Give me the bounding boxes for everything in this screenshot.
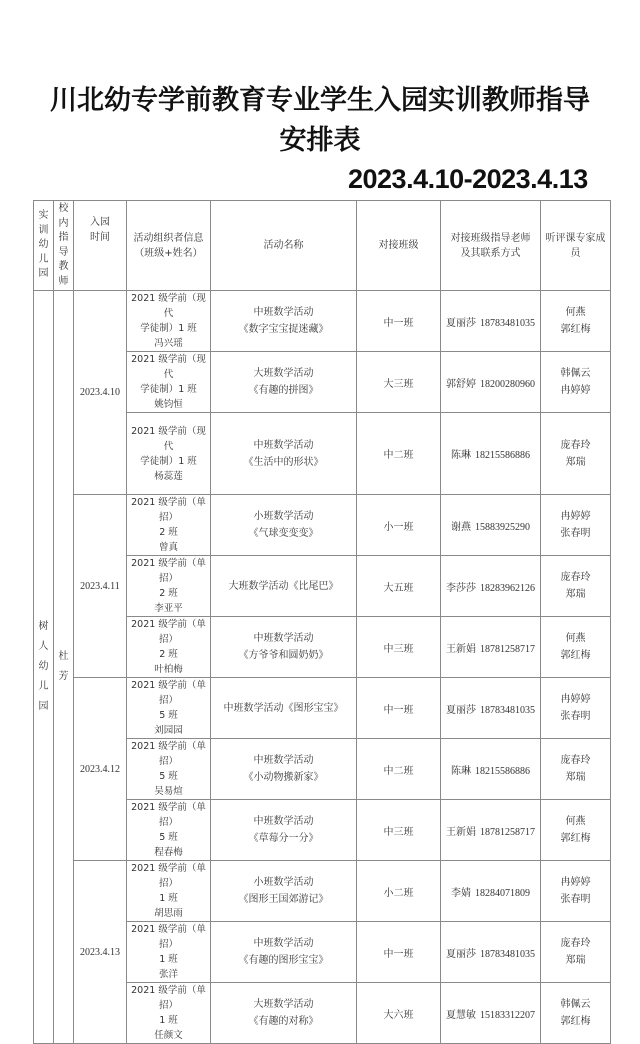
expert-name: 冉婷婷 bbox=[560, 385, 591, 396]
organizer-name: 刘园园 bbox=[154, 725, 183, 736]
organizer-name: 李亚平 bbox=[154, 603, 183, 614]
date-cell: 2023.4.13 bbox=[74, 861, 127, 1044]
expert-name: 庞春玲 bbox=[560, 439, 591, 451]
header-line: 及其联系方式 bbox=[460, 247, 521, 259]
class-teacher-cell bbox=[441, 983, 541, 1044]
organizer-class-number: 1 班 bbox=[159, 893, 178, 904]
activity-title: 《图形王国郊游记》 bbox=[238, 894, 329, 905]
expert-name: 郭红梅 bbox=[560, 833, 591, 844]
class-cell: 小二班 bbox=[357, 861, 441, 922]
expert-name: 何燕 bbox=[565, 816, 586, 827]
experts-cell bbox=[541, 291, 611, 352]
expert-name: 何燕 bbox=[565, 307, 586, 318]
class-teacher-cell bbox=[441, 739, 541, 800]
activity-cell bbox=[211, 556, 357, 617]
class-teacher-cell bbox=[441, 556, 541, 617]
teacher-phone: 18215586886 bbox=[475, 765, 530, 777]
header-line: （班级+姓名） bbox=[134, 247, 203, 259]
teacher-name: 郭舒婷 bbox=[446, 378, 476, 390]
organizer-class-number: 2 班 bbox=[159, 588, 178, 599]
header-line: 园 bbox=[38, 268, 49, 280]
class-teacher-cell bbox=[441, 352, 541, 413]
expert-name: 庞春玲 bbox=[560, 572, 591, 583]
header-entry-time bbox=[74, 201, 127, 291]
activity-cell bbox=[211, 678, 357, 739]
activity-type: 大班数学活动 bbox=[253, 368, 314, 379]
experts-cell bbox=[541, 413, 611, 495]
teacher-name: 夏丽莎 bbox=[446, 317, 476, 329]
experts-cell bbox=[541, 800, 611, 861]
activity-cell bbox=[211, 739, 357, 800]
teacher-name: 夏丽莎 bbox=[446, 704, 476, 716]
organizer-name: 曾真 bbox=[158, 542, 178, 553]
activity-type: 小班数学活动 bbox=[253, 877, 314, 888]
activity-type: 中班数学活动 bbox=[253, 938, 314, 949]
date-range: 2023.4.10-2023.4.13 bbox=[348, 164, 588, 194]
organizer-cell bbox=[127, 291, 211, 352]
expert-name: 郭红梅 bbox=[560, 1016, 591, 1027]
teacher-name: 李婧 bbox=[451, 887, 471, 899]
schedule-body bbox=[34, 291, 611, 1044]
teacher-name: 陈琳 bbox=[451, 765, 471, 777]
organizer-cell bbox=[127, 922, 211, 983]
activity-type: 中班数学活动 bbox=[253, 633, 314, 644]
activity-title: 《方爷爷和圆奶奶》 bbox=[238, 650, 329, 661]
organizer-class: 2021 级学前（单招） bbox=[131, 619, 206, 645]
expert-name: 郑瑞 bbox=[565, 772, 586, 783]
header-line: 入园 bbox=[90, 217, 110, 228]
organizer-cell bbox=[127, 983, 211, 1044]
organizer-cell bbox=[127, 861, 211, 922]
experts-cell bbox=[541, 922, 611, 983]
expert-name: 韩佩云 bbox=[560, 368, 591, 379]
organizer-name: 冯兴瑶 bbox=[154, 338, 183, 349]
class-teacher-cell bbox=[441, 291, 541, 352]
teacher-name: 王新娟 bbox=[446, 826, 476, 838]
organizer-class: 2021 级学前（单招） bbox=[131, 497, 206, 523]
activity-type: 小班数学活动 bbox=[253, 511, 314, 522]
header-line: 杜 bbox=[58, 651, 69, 662]
organizer-class: 2021 级学前（单招） bbox=[131, 741, 206, 767]
document-title-line1: 川北幼专学前教育专业学生入园实训教师指导 bbox=[50, 85, 590, 116]
organizer-cell bbox=[127, 556, 211, 617]
class-cell: 大五班 bbox=[357, 556, 441, 617]
date-cell: 2023.4.10 bbox=[74, 291, 127, 495]
organizer-class-number: 2 班 bbox=[159, 527, 178, 538]
teacher-name: 夏慧敏 bbox=[446, 1009, 476, 1021]
header-line: 指 bbox=[58, 232, 69, 243]
header-line: 师 bbox=[58, 275, 69, 287]
organizer-cell bbox=[127, 413, 211, 495]
activity-cell bbox=[211, 495, 357, 556]
organizer-name: 胡思雨 bbox=[154, 908, 183, 919]
activity-cell bbox=[211, 861, 357, 922]
class-cell: 大三班 bbox=[357, 352, 441, 413]
teacher-name: 王新娟 bbox=[446, 643, 476, 655]
organizer-class: 2021 级学前（单招） bbox=[131, 924, 206, 950]
expert-name: 庞春玲 bbox=[560, 938, 591, 949]
class-teacher-cell bbox=[441, 800, 541, 861]
teacher-phone: 18284071809 bbox=[475, 887, 530, 899]
header-line: 幼 bbox=[38, 661, 49, 672]
expert-name: 冉婷婷 bbox=[560, 694, 591, 705]
expert-name: 郑瑞 bbox=[565, 456, 586, 468]
experts-cell bbox=[541, 983, 611, 1044]
organizer-cell bbox=[127, 495, 211, 556]
expert-name: 郑瑞 bbox=[565, 955, 586, 966]
activity-type: 中班数学活动 bbox=[253, 439, 314, 451]
experts-cell bbox=[541, 556, 611, 617]
activity-type: 大班数学活动《比尾巴》 bbox=[228, 580, 339, 592]
class-cell: 中三班 bbox=[357, 617, 441, 678]
organizer-class-number: 5 班 bbox=[159, 832, 178, 843]
header-line: 听评课专家成 bbox=[545, 232, 606, 244]
table-row bbox=[34, 291, 611, 352]
expert-name: 韩佩云 bbox=[560, 999, 591, 1010]
header-kindergarten bbox=[34, 201, 54, 291]
organizer-cell bbox=[127, 800, 211, 861]
activity-title: 《数字宝宝捉迷藏》 bbox=[238, 324, 329, 335]
teacher-phone: 18781258717 bbox=[480, 826, 535, 838]
activity-title: 《生活中的形状》 bbox=[243, 456, 324, 468]
organizer-cell bbox=[127, 352, 211, 413]
document-title-line2: 安排表 bbox=[279, 125, 361, 156]
teacher-phone: 18215586886 bbox=[475, 450, 530, 461]
header-line: 实 bbox=[38, 210, 49, 222]
experts-cell bbox=[541, 617, 611, 678]
header-line: 芳 bbox=[58, 671, 69, 682]
header-line: 导 bbox=[58, 246, 69, 258]
organizer-cell bbox=[127, 678, 211, 739]
activity-title: 《草莓分一分》 bbox=[248, 833, 319, 844]
class-cell: 大六班 bbox=[357, 983, 441, 1044]
activity-type: 大班数学活动 bbox=[253, 999, 314, 1010]
organizer-class-number: 2 班 bbox=[159, 649, 178, 660]
organizer-class: 2021 级学前（单招） bbox=[131, 863, 206, 889]
header-line: 儿 bbox=[38, 253, 49, 265]
table-row bbox=[34, 495, 611, 556]
header-line: 训 bbox=[38, 224, 49, 236]
header-organizer bbox=[127, 201, 211, 291]
school-teacher-cell bbox=[54, 291, 74, 1044]
class-teacher-cell bbox=[441, 922, 541, 983]
organizer-class-number: 学徒制）1 班 bbox=[140, 323, 197, 334]
teacher-name: 陈琳 bbox=[451, 450, 471, 461]
class-teacher-cell bbox=[441, 413, 541, 495]
header-line: 人 bbox=[38, 641, 49, 652]
activity-title: 《有趣的拼图》 bbox=[248, 385, 319, 396]
header-row bbox=[34, 201, 611, 291]
organizer-class-number: 1 班 bbox=[159, 1015, 178, 1026]
expert-name: 郑瑞 bbox=[565, 589, 586, 600]
teacher-phone: 18781258717 bbox=[480, 643, 535, 655]
expert-name: 张春明 bbox=[560, 711, 591, 722]
class-cell: 中二班 bbox=[357, 739, 441, 800]
class-cell: 中三班 bbox=[357, 800, 441, 861]
expert-name: 冉婷婷 bbox=[560, 511, 591, 522]
header-class: 对接班级 bbox=[357, 201, 441, 291]
teacher-phone: 18200280960 bbox=[480, 378, 535, 390]
header-line: 员 bbox=[570, 247, 581, 259]
teacher-phone: 18283962126 bbox=[480, 582, 535, 594]
table-row bbox=[34, 678, 611, 739]
activity-title: 《有趣的图形宝宝》 bbox=[238, 955, 329, 966]
class-cell: 中二班 bbox=[357, 413, 441, 495]
activity-cell bbox=[211, 922, 357, 983]
organizer-class-number: 学徒制）1 班 bbox=[140, 455, 197, 467]
organizer-name: 程春梅 bbox=[154, 847, 183, 858]
organizer-class: 2021 级学前（现代 bbox=[131, 354, 206, 380]
organizer-class-number: 5 班 bbox=[159, 710, 178, 721]
header-line: 教 bbox=[58, 261, 69, 272]
activity-type: 中班数学活动 bbox=[253, 755, 314, 766]
activity-cell bbox=[211, 617, 357, 678]
teacher-name: 李莎莎 bbox=[446, 582, 476, 594]
experts-cell bbox=[541, 352, 611, 413]
header-line: 儿 bbox=[38, 681, 49, 692]
experts-cell bbox=[541, 739, 611, 800]
class-teacher-cell bbox=[441, 861, 541, 922]
class-cell: 中一班 bbox=[357, 922, 441, 983]
header-line: 校 bbox=[58, 203, 69, 214]
activity-cell bbox=[211, 413, 357, 495]
activity-type: 中班数学活动 bbox=[253, 307, 314, 318]
header-activity: 活动名称 bbox=[211, 201, 357, 291]
expert-name: 郭红梅 bbox=[560, 650, 591, 661]
organizer-class-number: 1 班 bbox=[159, 954, 178, 965]
activity-cell bbox=[211, 983, 357, 1044]
organizer-class: 2021 级学前（单招） bbox=[131, 680, 206, 706]
kindergarten-cell bbox=[34, 291, 54, 1044]
organizer-cell bbox=[127, 617, 211, 678]
activity-type: 中班数学活动《图形宝宝》 bbox=[223, 702, 344, 714]
activity-type: 中班数学活动 bbox=[253, 816, 314, 827]
teacher-name: 夏丽莎 bbox=[446, 948, 476, 960]
teacher-name: 谢燕 bbox=[451, 521, 471, 533]
date-cell: 2023.4.11 bbox=[74, 495, 127, 678]
header-line: 内 bbox=[58, 217, 69, 229]
class-teacher-cell bbox=[441, 617, 541, 678]
organizer-class: 2021 级学前（单招） bbox=[131, 802, 206, 828]
activity-cell bbox=[211, 291, 357, 352]
expert-name: 庞春玲 bbox=[560, 755, 591, 766]
organizer-name: 任颜文 bbox=[154, 1030, 183, 1041]
organizer-class: 2021 级学前（单招） bbox=[131, 558, 206, 584]
header-class-teacher bbox=[441, 201, 541, 291]
class-teacher-cell bbox=[441, 678, 541, 739]
header-experts bbox=[541, 201, 611, 291]
organizer-class: 2021 级学前（单招） bbox=[131, 985, 206, 1011]
activity-cell bbox=[211, 800, 357, 861]
header-line: 树 bbox=[38, 621, 49, 632]
experts-cell bbox=[541, 678, 611, 739]
table-row bbox=[34, 861, 611, 922]
teacher-phone: 18783481035 bbox=[480, 317, 535, 329]
class-cell: 小一班 bbox=[357, 495, 441, 556]
date-cell: 2023.4.12 bbox=[74, 678, 127, 861]
activity-title: 《小动物搬新家》 bbox=[243, 772, 324, 783]
organizer-name: 张洋 bbox=[158, 969, 178, 980]
experts-cell bbox=[541, 495, 611, 556]
class-cell: 中一班 bbox=[357, 678, 441, 739]
organizer-name: 吴易煊 bbox=[154, 786, 183, 797]
activity-cell bbox=[211, 352, 357, 413]
organizer-name: 姚钧恒 bbox=[154, 399, 183, 410]
experts-cell bbox=[541, 861, 611, 922]
schedule-table bbox=[33, 200, 611, 1044]
header-line: 时间 bbox=[90, 232, 110, 243]
class-teacher-cell bbox=[441, 495, 541, 556]
header-school-teacher bbox=[54, 201, 74, 291]
organizer-cell bbox=[127, 739, 211, 800]
organizer-class-number: 学徒制）1 班 bbox=[140, 384, 197, 395]
class-cell: 中一班 bbox=[357, 291, 441, 352]
teacher-phone: 15183312207 bbox=[480, 1009, 535, 1021]
organizer-class-number: 5 班 bbox=[159, 771, 178, 782]
organizer-class: 2021 级学前（现代 bbox=[131, 293, 206, 319]
activity-title: 《气球变变变》 bbox=[248, 528, 319, 539]
header-line: 对接班级指导老师 bbox=[450, 232, 531, 244]
organizer-name: 叶柏梅 bbox=[154, 664, 183, 675]
expert-name: 张春明 bbox=[560, 894, 591, 905]
organizer-name: 杨蕊莲 bbox=[154, 470, 183, 482]
header-line: 活动组织者信息 bbox=[133, 232, 204, 244]
expert-name: 冉婷婷 bbox=[560, 877, 591, 888]
expert-name: 何燕 bbox=[565, 633, 586, 644]
header-line: 幼 bbox=[38, 239, 49, 251]
teacher-phone: 15883925290 bbox=[475, 521, 530, 533]
header-line: 园 bbox=[38, 701, 49, 712]
expert-name: 郭红梅 bbox=[560, 324, 591, 335]
organizer-class: 2021 级学前（现代 bbox=[131, 425, 206, 452]
expert-name: 张春明 bbox=[560, 528, 591, 539]
teacher-phone: 18783481035 bbox=[480, 948, 535, 960]
activity-title: 《有趣的对称》 bbox=[248, 1016, 319, 1027]
teacher-phone: 18783481035 bbox=[480, 704, 535, 716]
